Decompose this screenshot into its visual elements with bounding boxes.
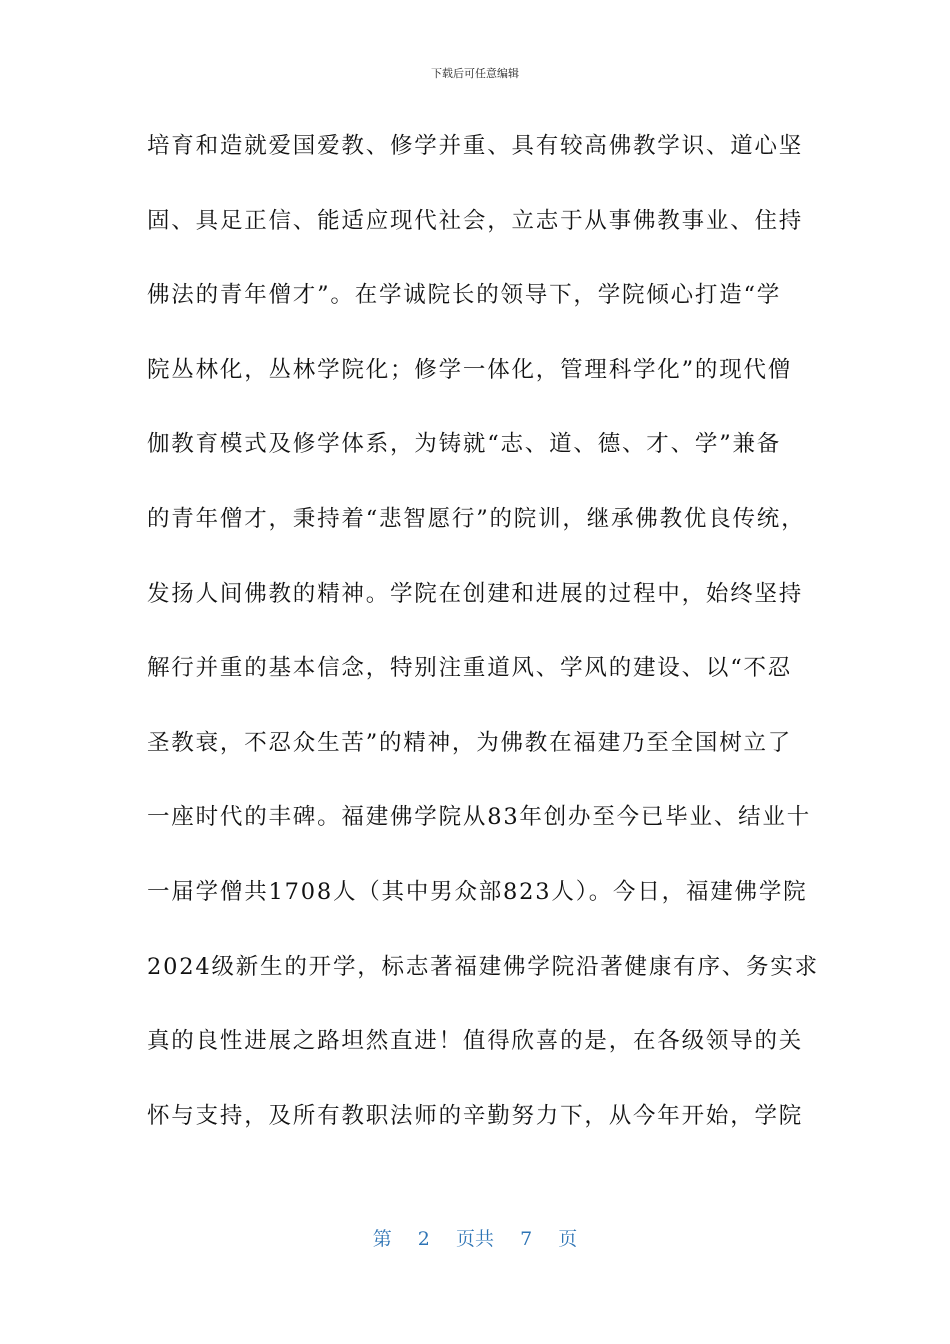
- body-text: [147, 124, 819, 1168]
- text-line: 培育和造就爱国爱教、修学并重、具有较高佛教学识、道心坚: [147, 133, 804, 159]
- text-line: 伽教育模式及修学体系，为铸就“志、道、德、才、学”兼备: [147, 431, 782, 458]
- text-line: 怀与支持，及所有教职法师的辛勤努力下，从今年开始，学院: [147, 1102, 804, 1129]
- text-line: 的青年僧才，秉持着“悲智愿行”的院训，继承佛教优良传统，: [147, 505, 806, 532]
- text-line: 解行并重的基本信念，特别注重道风、学风的建设、以“不忍: [147, 655, 793, 682]
- text-line: 固、具足正信、能适应现代社会，立志于从事佛教事业、住持: [147, 207, 804, 234]
- text-line: 发扬人间佛教的精神。学院在创建和进展的过程中，始终坚持: [147, 580, 804, 607]
- page-prefix: 第: [372, 1228, 392, 1250]
- text-line: 2024级新生的开学，标志著福建佛学院沿著健康有序、务实求: [147, 953, 819, 980]
- current-page-number: 2: [417, 1228, 430, 1250]
- page-header: 下载后可任意编辑: [431, 67, 519, 80]
- text-line: 一届学僧共1708人（其中男众部823人）。今日，福建佛学院: [147, 878, 808, 905]
- text-line: 院丛林化，丛林学院化；修学一体化，管理科学化”的现代僧: [147, 356, 793, 383]
- page-middle-label: 页共: [455, 1228, 494, 1250]
- total-pages-number: 7: [520, 1228, 533, 1250]
- text-line: 一座时代的丰碑。福建佛学院从83年创办至今已毕业、结业十: [147, 804, 812, 831]
- text-line: 真的良性进展之路坦然直进！值得欣喜的是，在各级领导的关: [147, 1028, 804, 1055]
- page-suffix: 页: [558, 1228, 578, 1250]
- text-line: 圣教衰，不忍众生苦”的精神，为佛教在福建乃至全国树立了: [147, 729, 793, 756]
- page-number-footer: [0, 1226, 950, 1252]
- text-line: 佛法的青年僧才”。在学诚院长的领导下，学院倾心打造“学: [147, 282, 782, 309]
